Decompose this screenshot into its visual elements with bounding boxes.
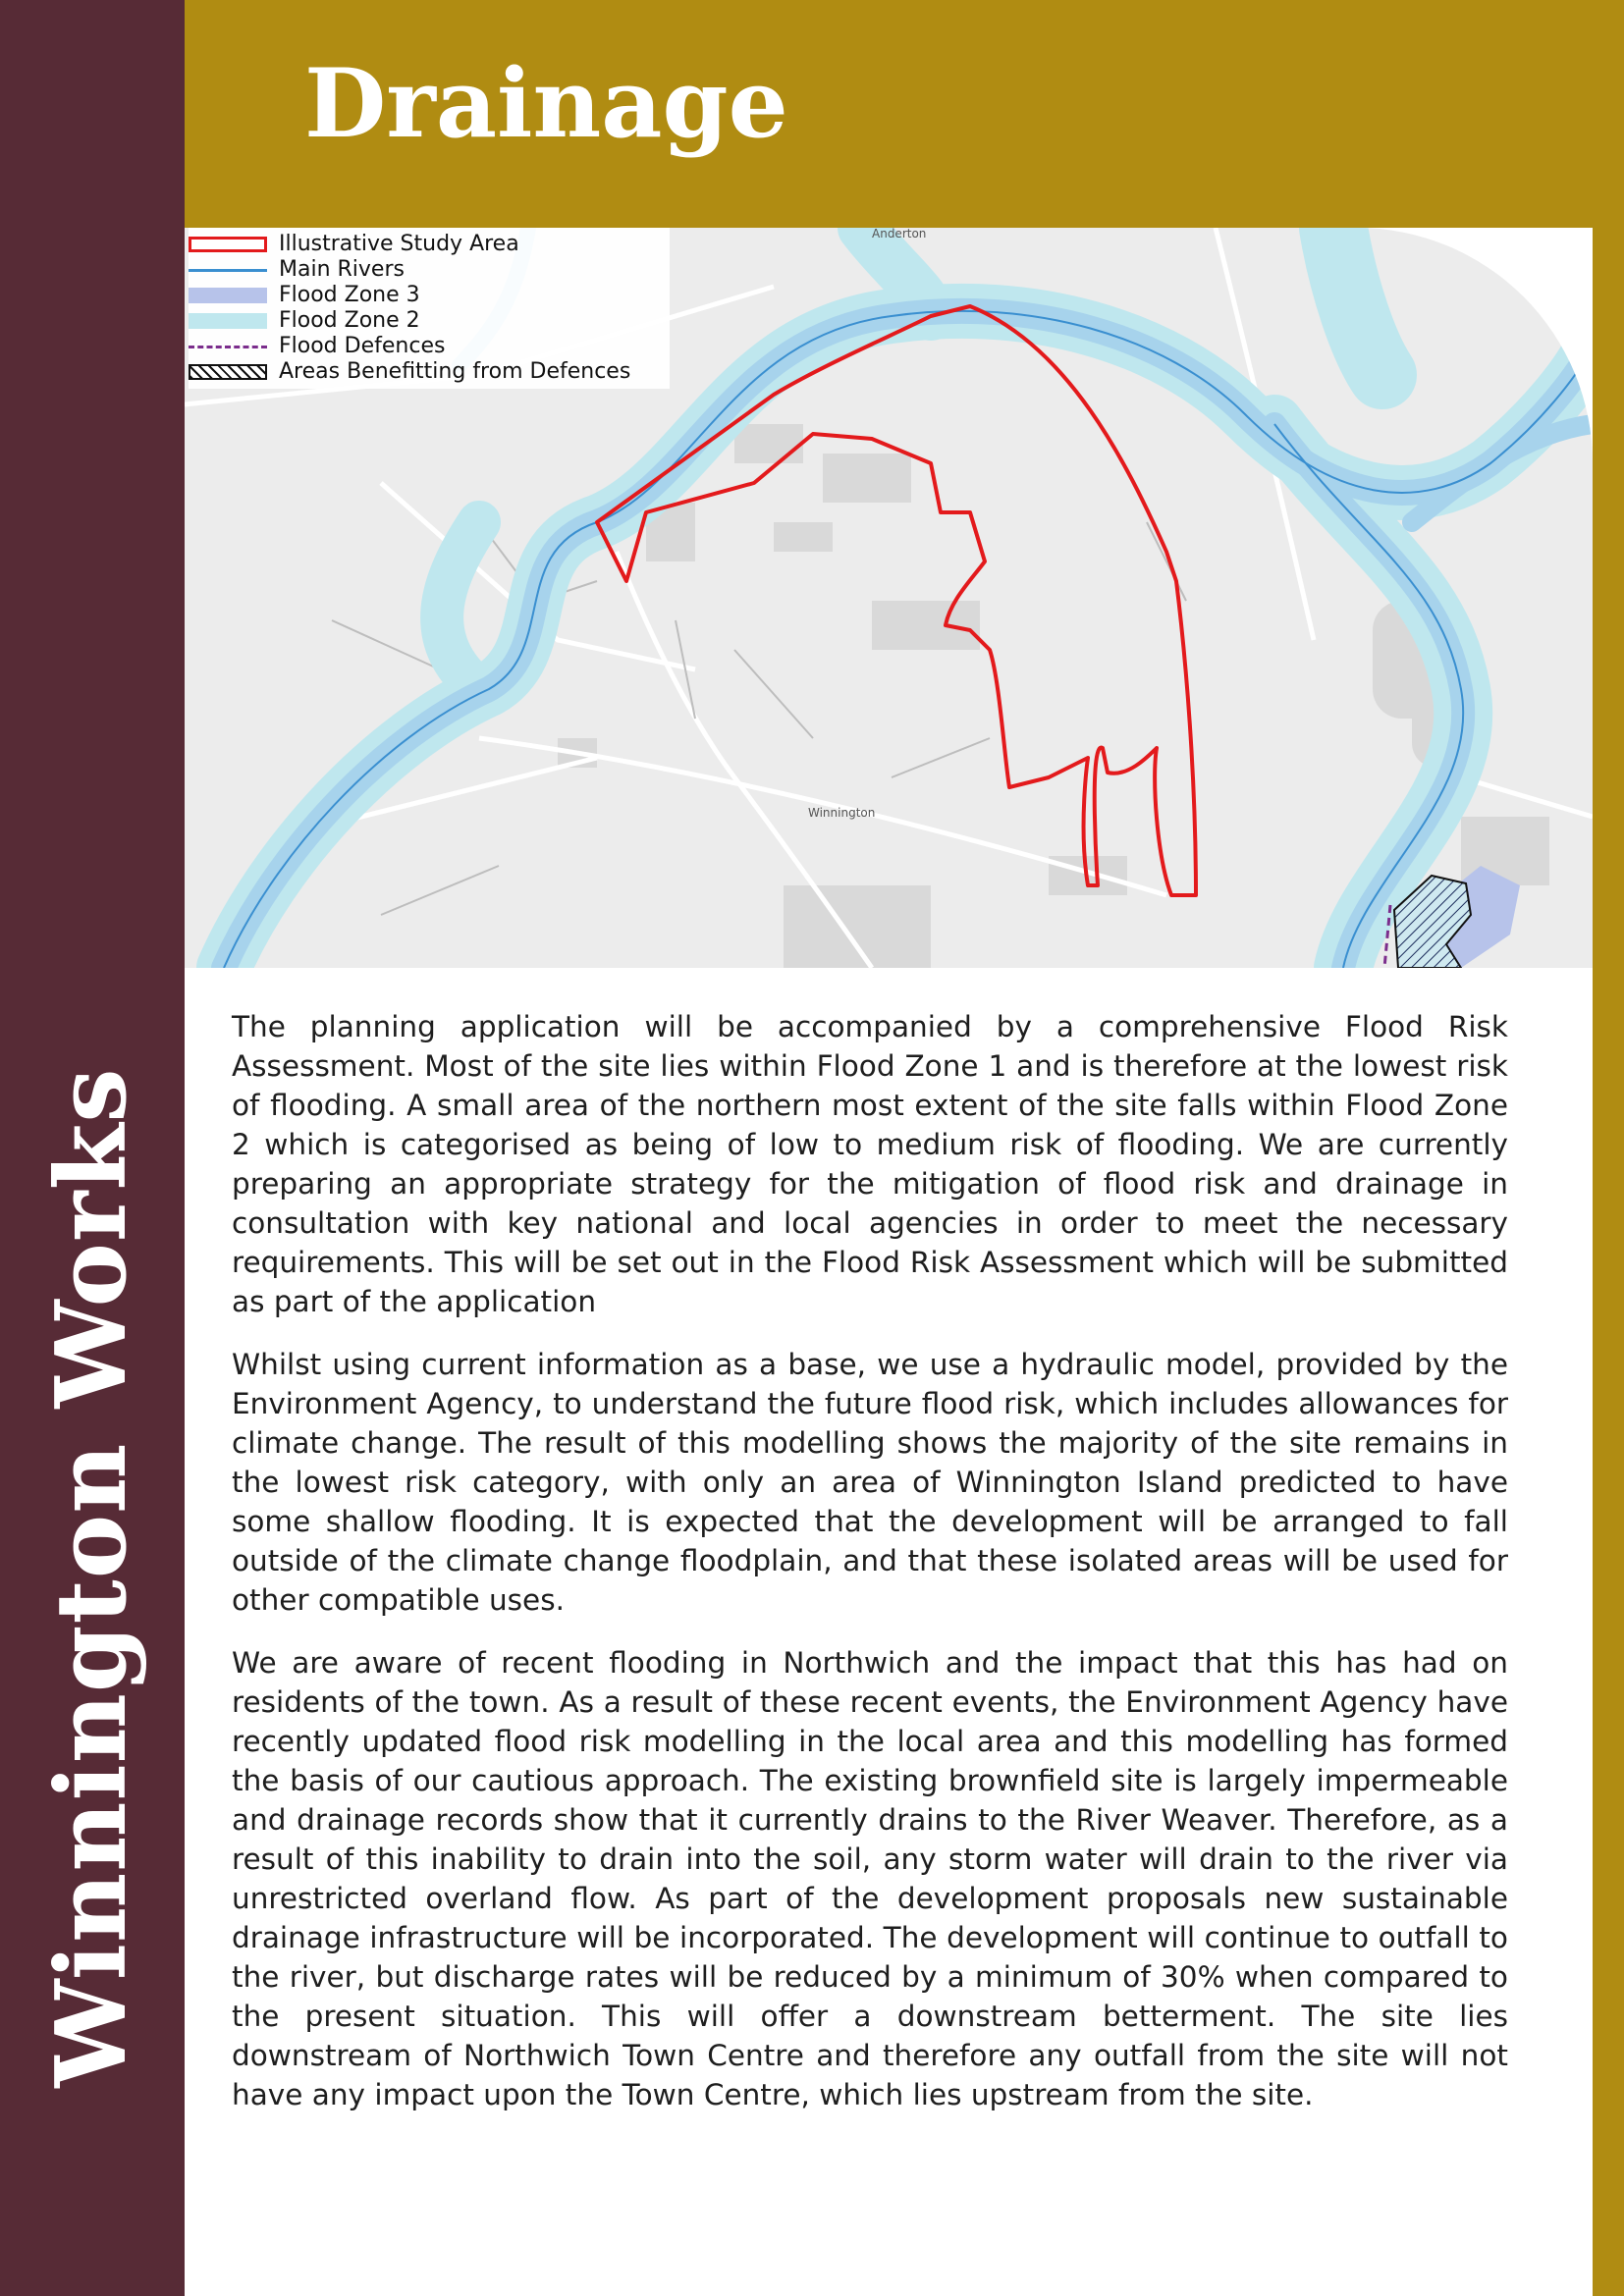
river-line-swatch-icon (189, 269, 267, 272)
legend-item-flood-defences (189, 334, 670, 359)
place-label-winnington: Winnington (808, 806, 876, 820)
paragraph: Whilst using current information as a base, we use a hydraulic model, provided by the Environment Agency, to understand the future flood risk, which includes allowances for climate change. The result of this modelling shows the majority of the site remains in the lowest risk category, with only an area of Winnington Island predicted to have some shallow flooding. It is expected that the development will be arranged to fall outside of the climate change floodplain, and that these isolated areas will be used for other compatible uses. (232, 1348, 1508, 1617)
study-area-swatch-icon (189, 237, 267, 252)
defence-dashed-swatch-icon (189, 346, 267, 348)
body-text (232, 1007, 1508, 2138)
legend-label: Flood Zone 3 (279, 283, 420, 307)
sidebar (0, 0, 185, 2296)
flood-zone-3-swatch-icon (189, 288, 267, 303)
legend-label: Main Rivers (279, 257, 405, 282)
legend-item-flood-zone-2 (189, 308, 670, 334)
content-panel (185, 228, 1593, 2296)
flood-zone-2-swatch-icon (189, 313, 267, 329)
legend-label: Illustrative Study Area (279, 232, 519, 256)
page-title: Drainage (304, 48, 788, 159)
paragraph: The planning application will be accompanied by a comprehensive Flood Risk Assessment. Most of the site lies within Flood Zone 1 and is therefore at the lowest risk of flooding. A small area of the northern most extent of the site falls within Flood Zone 2 which is categorised as being of low to medium risk of flooding. We are currently preparing an appropriate strategy for the mitigation of flood risk and drainage in consultation with key national and local agencies in order to meet the necessary requirements. This will be set out in the Flood Risk Assessment which will be submitted as part of the application (232, 1010, 1508, 1318)
place-label-anderton: Anderton (872, 228, 927, 240)
legend-item-main-rivers (189, 257, 670, 283)
legend-label: Flood Defences (279, 334, 446, 358)
legend-label: Areas Benefitting from Defences (279, 359, 631, 384)
legend-item-flood-zone-3 (189, 283, 670, 308)
legend-item-study-area (189, 232, 670, 257)
sidebar-title: Winnington Works (35, 1067, 148, 2088)
header (185, 0, 1624, 228)
map-legend (189, 228, 670, 389)
legend-label: Flood Zone 2 (279, 308, 420, 333)
hatched-area-swatch-icon (189, 364, 267, 380)
right-border-strip (1593, 0, 1624, 2296)
paragraph: We are aware of recent flooding in Northwich and the impact that this has had on residents of the town. As a result of these recent events, the Environment Agency have recently updated flood risk modelling in the local area and this modelling has formed the basis of our cautious approach. The existing brownfield site is largely impermeable and drainage records show that it currently drains to the River Weaver. Therefore, as a result of this inability to drain into the soil, any storm water will drain to the river via unrestricted overland flow. As part of the development proposals new sustainable drainage infrastructure will be incorporated. The development will continue to outfall to the river, but discharge rates will be reduced by a minimum of 30% when compared to the present situation. This will offer a downstream betterment. The site lies downstream of Northwich Town Centre and therefore any outfall from the site will not have any impact upon the Town Centre, which lies upstream from the site. (232, 1646, 1508, 2111)
legend-item-benefitting-areas (189, 359, 670, 385)
flood-map (185, 228, 1593, 968)
